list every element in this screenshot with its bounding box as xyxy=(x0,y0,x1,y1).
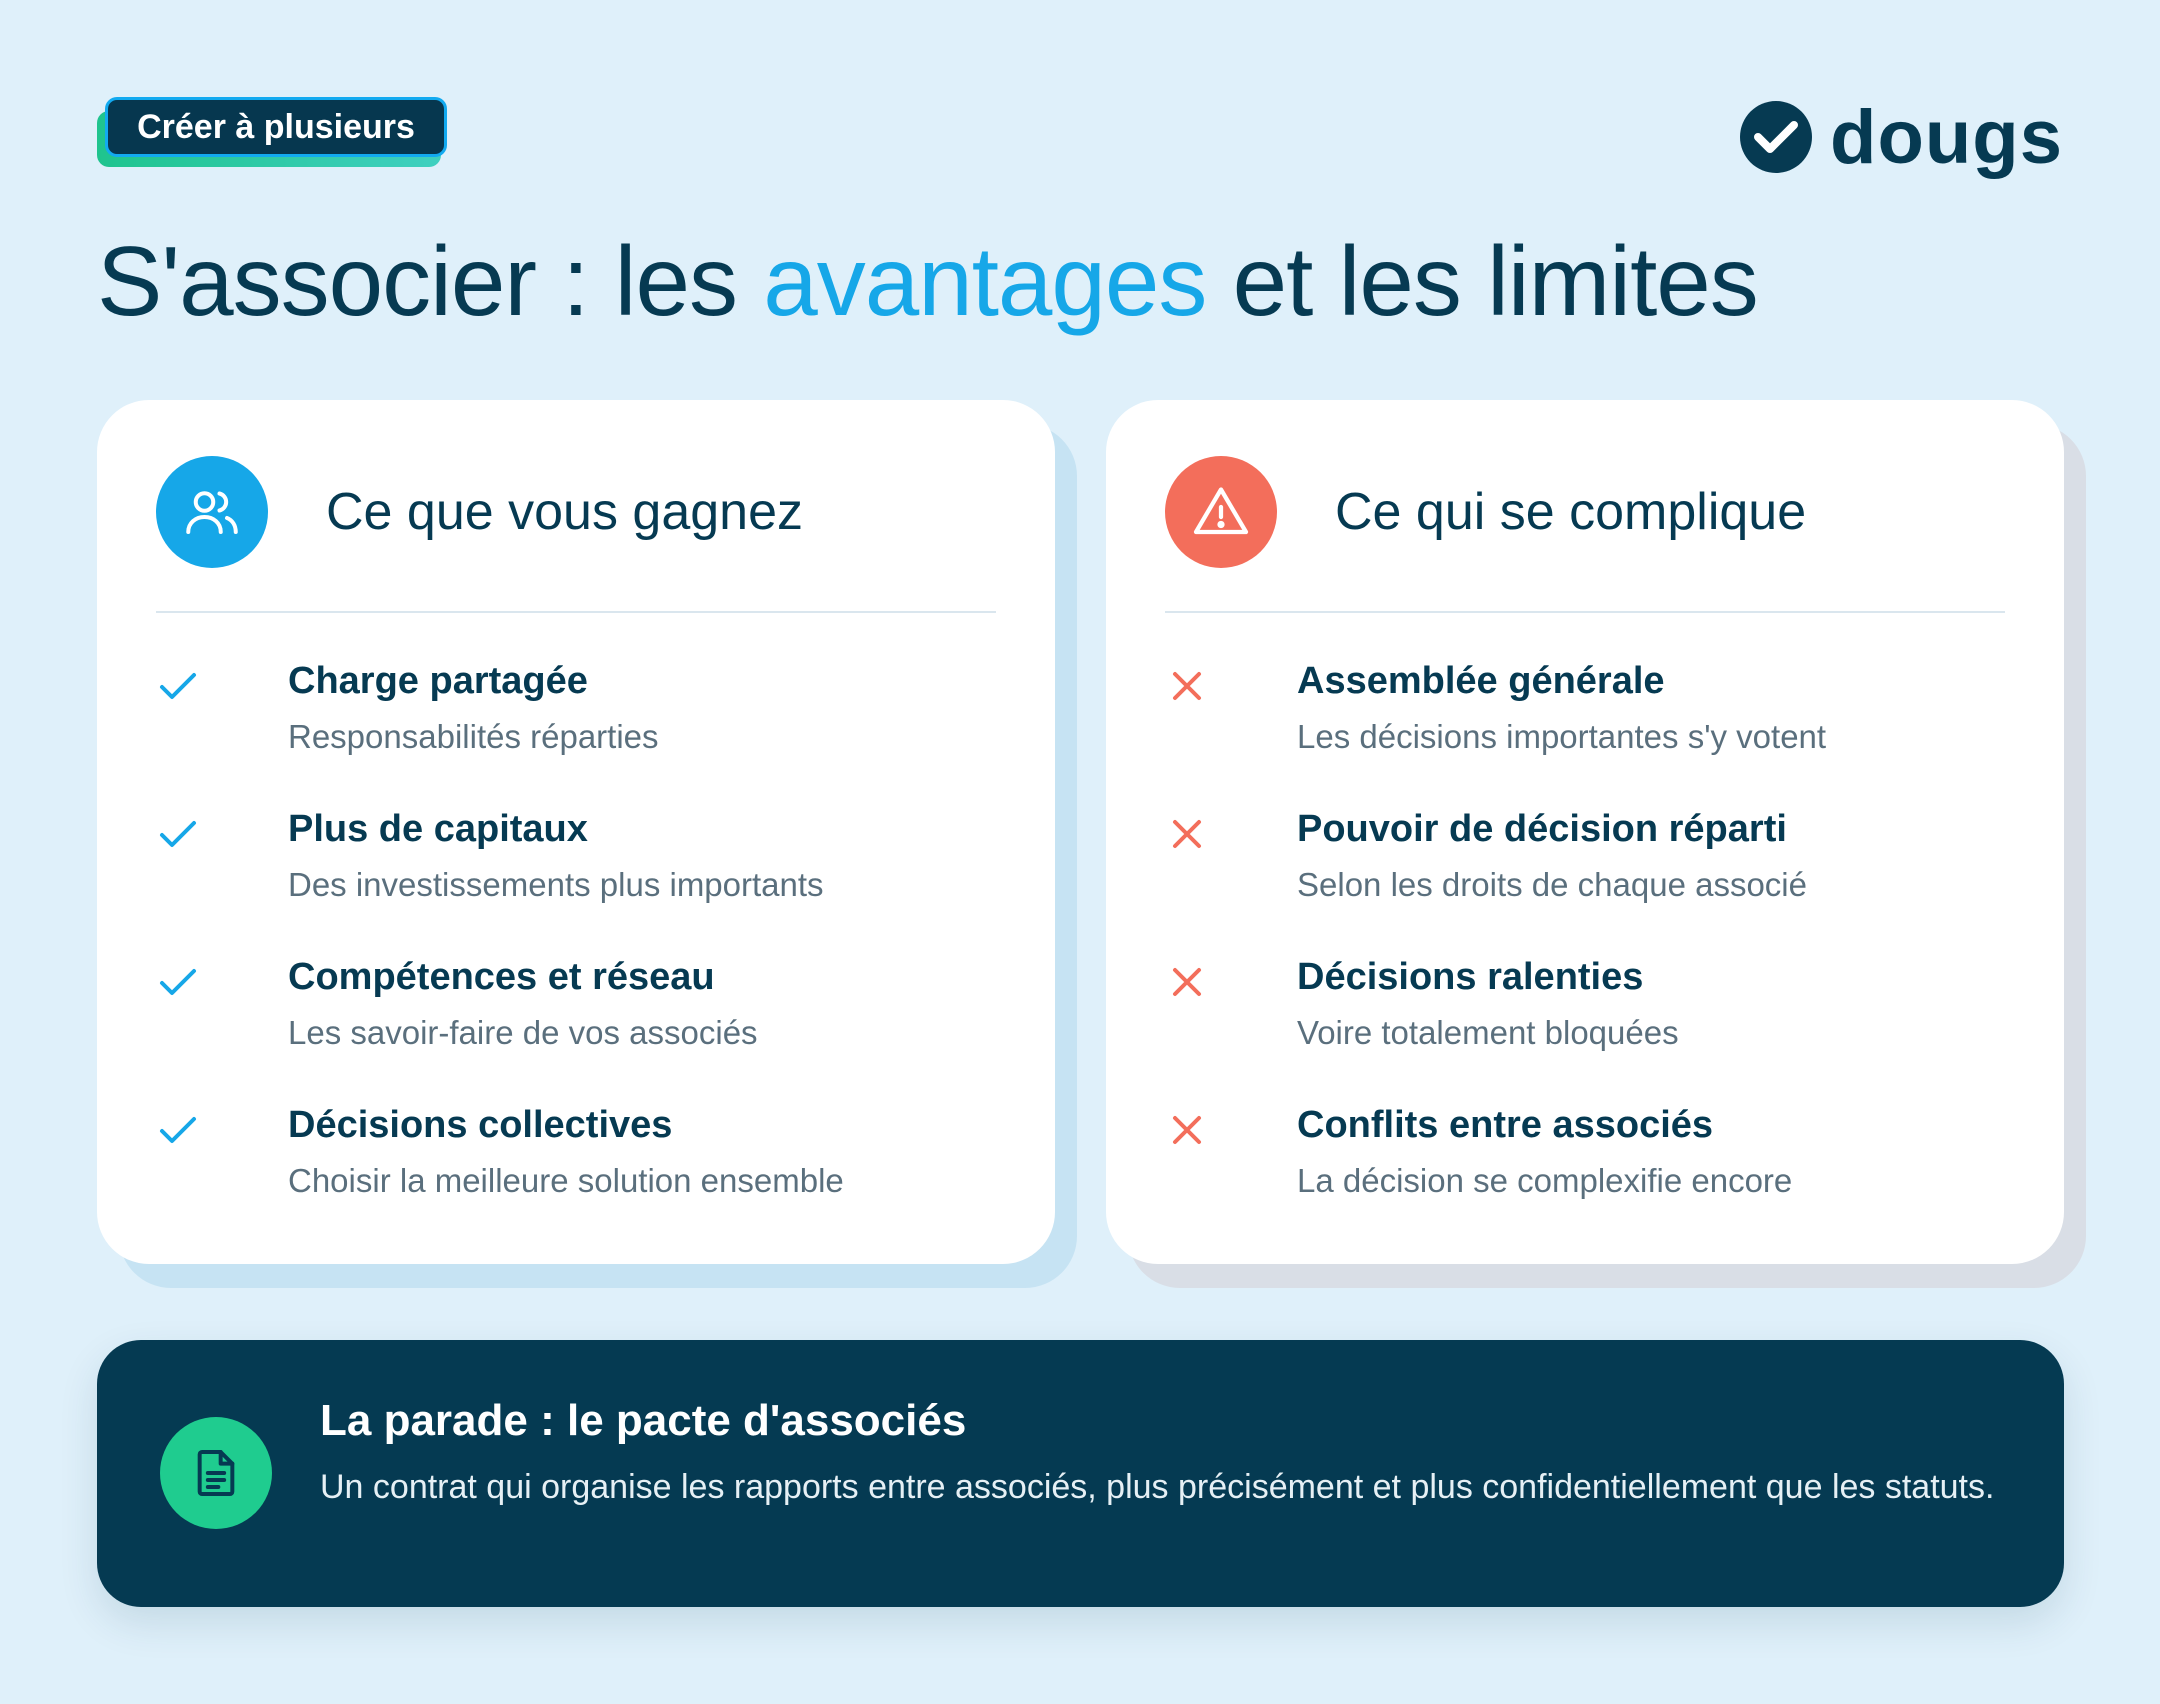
document-icon xyxy=(160,1417,272,1529)
advantage-title: Plus de capitaux xyxy=(288,808,588,850)
limit-item xyxy=(1165,806,2024,954)
limit-item xyxy=(1165,1102,2024,1250)
advantage-title: Compétences et réseau xyxy=(288,956,715,998)
check-logo-icon xyxy=(1740,101,1812,173)
advantage-item xyxy=(156,1102,1015,1250)
limit-title: Pouvoir de décision réparti xyxy=(1297,808,1787,850)
dougs-logo xyxy=(1740,92,2063,182)
advantages-card xyxy=(97,400,1055,1264)
limit-subtitle: La décision se complexifie encore xyxy=(1297,1162,1793,1199)
limits-card xyxy=(1106,400,2064,1264)
cross-icon xyxy=(1165,1108,1209,1152)
cross-icon xyxy=(1165,960,1209,1004)
title-part-2: et les limites xyxy=(1206,226,1758,336)
advantage-title: Charge partagée xyxy=(288,660,588,702)
limit-subtitle: Selon les droits de chaque associé xyxy=(1297,866,1807,903)
users-icon xyxy=(156,456,268,568)
logo-text: dougs xyxy=(1830,94,2063,180)
limit-item xyxy=(1165,954,2024,1102)
advantage-subtitle: Responsabilités réparties xyxy=(288,718,659,755)
badge-label: Créer à plusieurs xyxy=(105,97,447,157)
cross-icon xyxy=(1165,812,1209,856)
page-title xyxy=(97,225,1758,338)
limit-title: Assemblée générale xyxy=(1297,660,1665,702)
limit-item xyxy=(1165,658,2024,806)
limit-subtitle: Les décisions importantes s'y votent xyxy=(1297,718,1827,755)
parade-title: La parade : le pacte d'associés xyxy=(320,1396,967,1445)
check-icon xyxy=(156,1108,200,1152)
check-icon xyxy=(156,960,200,1004)
divider xyxy=(1165,611,2005,613)
advantages-header xyxy=(156,456,803,568)
limit-subtitle: Voire totalement bloquées xyxy=(1297,1014,1679,1051)
divider xyxy=(156,611,996,613)
advantage-item xyxy=(156,806,1015,954)
title-part-1: S'associer : les xyxy=(97,226,764,336)
advantage-item xyxy=(156,954,1015,1102)
limits-header xyxy=(1165,456,1806,568)
advantage-subtitle: Choisir la meilleure solution ensemble xyxy=(288,1162,844,1199)
advantage-subtitle: Les savoir-faire de vos associés xyxy=(288,1014,758,1051)
limits-heading: Ce qui se complique xyxy=(1335,483,1807,541)
parade-description: Un contrat qui organise les rapports entre associés, plus précisément et plus confidentiellement que les statuts. xyxy=(320,1468,1995,1506)
cross-icon xyxy=(1165,664,1209,708)
parade-banner xyxy=(97,1340,2064,1607)
advantages-heading: Ce que vous gagnez xyxy=(326,483,804,541)
warning-icon xyxy=(1165,456,1277,568)
title-highlight: avantages xyxy=(763,226,1207,336)
limit-title: Conflits entre associés xyxy=(1297,1104,1714,1146)
check-icon xyxy=(156,812,200,856)
check-icon xyxy=(156,664,200,708)
category-badge xyxy=(97,97,455,169)
advantage-subtitle: Des investissements plus importants xyxy=(288,866,824,903)
limit-title: Décisions ralenties xyxy=(1297,956,1644,998)
advantage-title: Décisions collectives xyxy=(288,1104,673,1146)
advantage-item xyxy=(156,658,1015,806)
